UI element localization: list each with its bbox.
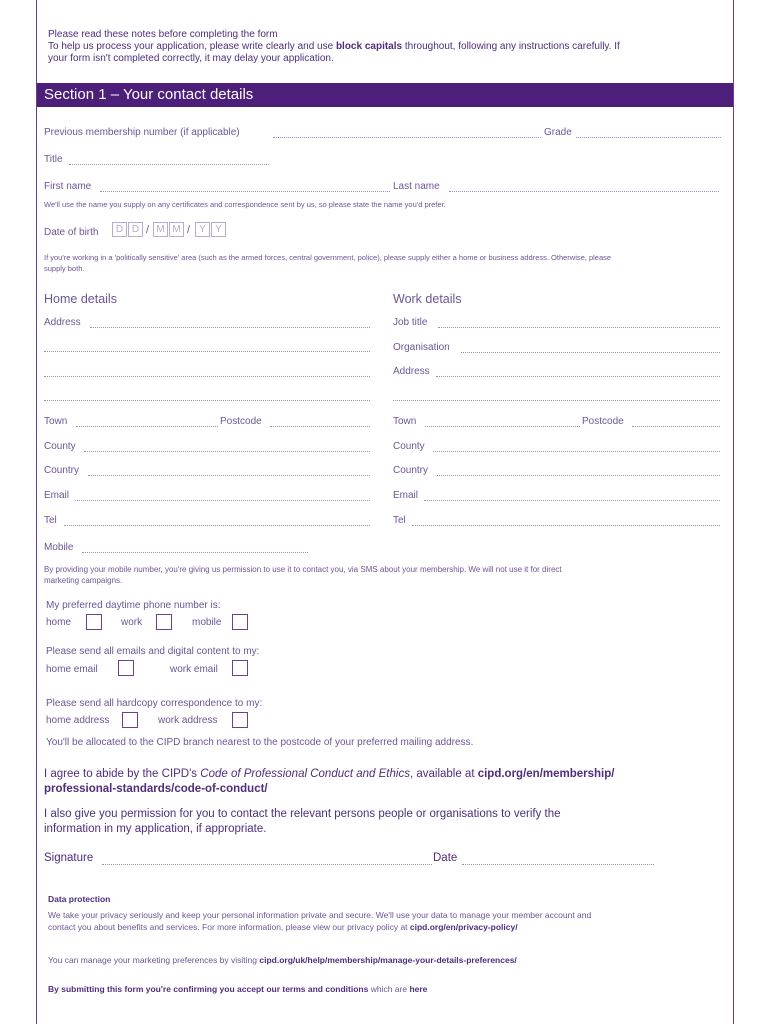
signature-label: Signature bbox=[44, 852, 94, 864]
home-country-label: Country bbox=[44, 465, 80, 476]
phone-pref-mobile-label: mobile bbox=[192, 617, 222, 628]
home-postcode-field[interactable] bbox=[270, 426, 370, 427]
hardcopy-pref-work-label: work address bbox=[158, 715, 218, 726]
first-name-field[interactable] bbox=[100, 191, 390, 192]
dob-year-2[interactable]: Y bbox=[211, 222, 226, 237]
dob-separator: / bbox=[146, 224, 150, 236]
work-county-label: County bbox=[393, 441, 425, 452]
home-tel-field[interactable] bbox=[64, 525, 370, 526]
hardcopy-pref-work-checkbox[interactable] bbox=[232, 712, 248, 728]
date-field[interactable] bbox=[462, 864, 654, 865]
grade-field[interactable] bbox=[576, 137, 721, 138]
data-protection-line2: contact you about benefits and services. For more information, please view our privacy policy at cipd.org/en/privacy-policy/ bbox=[48, 922, 518, 932]
terms-link[interactable]: here bbox=[409, 984, 428, 994]
signature-field[interactable] bbox=[102, 864, 432, 865]
work-town-field[interactable] bbox=[425, 426, 580, 427]
work-postcode-field[interactable] bbox=[632, 426, 720, 427]
home-email-label: Email bbox=[44, 490, 70, 501]
phone-pref-question: My preferred daytime phone number is: bbox=[46, 600, 221, 611]
work-postcode-label: Postcode bbox=[582, 416, 624, 427]
home-address-line2[interactable] bbox=[44, 351, 370, 352]
page-frame bbox=[36, 0, 734, 1024]
work-country-label: Country bbox=[393, 465, 429, 476]
title-label: Title bbox=[44, 154, 63, 165]
work-country-field[interactable] bbox=[437, 475, 720, 476]
privacy-policy-link[interactable]: cipd.org/en/privacy-policy/ bbox=[409, 922, 518, 932]
home-address-line4[interactable] bbox=[44, 400, 370, 401]
mobile-note-line1: By providing your mobile number, you're giving us permission to use it to contact you, via SMS about your membership. We will not use it for direct bbox=[44, 565, 562, 574]
work-address-label: Address bbox=[393, 366, 430, 377]
agreement-line2 bbox=[44, 783, 268, 795]
home-postcode-label: Postcode bbox=[220, 416, 262, 427]
membership-number-label: Previous membership number (if applicable) bbox=[44, 127, 240, 138]
permission-line2: information in my application, if appropriate. bbox=[44, 823, 267, 835]
grade-label: Grade bbox=[544, 127, 572, 138]
work-email-field[interactable] bbox=[424, 500, 720, 501]
work-county-field[interactable] bbox=[433, 451, 720, 452]
home-address-label: Address bbox=[44, 317, 81, 328]
dob-month-2[interactable]: M bbox=[169, 222, 184, 237]
work-details-heading: Work details bbox=[393, 292, 462, 306]
block-capitals: block capitals bbox=[335, 41, 403, 52]
home-town-label: Town bbox=[44, 416, 68, 427]
home-town-field[interactable] bbox=[76, 426, 218, 427]
hardcopy-pref-home-checkbox[interactable] bbox=[122, 712, 138, 728]
permission-line1: I also give you permission for you to contact the relevant persons people or organisations to verify the bbox=[44, 808, 561, 820]
marketing-prefs-line: You can manage your marketing preferences by visiting cipd.org/uk/help/membership/manage-your-details-preferences/ bbox=[48, 955, 517, 965]
mobile-label: Mobile bbox=[44, 542, 74, 553]
branch-note: You'll be allocated to the CIPD branch nearest to the postcode of your preferred mailing address. bbox=[46, 737, 474, 748]
dob-month-1[interactable]: M bbox=[153, 222, 168, 237]
home-county-field[interactable] bbox=[84, 451, 370, 452]
work-address-line2[interactable] bbox=[393, 400, 720, 401]
hardcopy-pref-question: Please send all hardcopy correspondence to my: bbox=[46, 698, 263, 709]
date-label: Date bbox=[433, 852, 458, 864]
phone-pref-home-checkbox[interactable] bbox=[86, 614, 102, 630]
code-of-conduct-link[interactable]: cipd.org/en/membership/ bbox=[477, 768, 615, 780]
sensitive-note-line1: If you're working in a 'politically sensitive' area (such as the armed forces, central government, police), please supply either a home or business address. Otherwise, please bbox=[44, 253, 612, 262]
title-field[interactable] bbox=[69, 164, 269, 165]
membership-number-field[interactable] bbox=[273, 137, 541, 138]
dob-day-1[interactable]: D bbox=[112, 222, 127, 237]
dob-separator: / bbox=[187, 224, 191, 236]
name-note: We'll use the name you supply on any certificates and correspondence sent by us, so please state the name you'd prefer. bbox=[44, 200, 446, 209]
data-protection-heading: Data protection bbox=[48, 894, 111, 904]
phone-pref-home-label: home bbox=[46, 617, 72, 628]
work-email-label: Email bbox=[393, 490, 419, 501]
dob-year-1[interactable]: Y bbox=[195, 222, 210, 237]
home-address-line1[interactable] bbox=[90, 327, 370, 328]
home-tel-label: Tel bbox=[44, 515, 57, 526]
mobile-field[interactable] bbox=[82, 552, 308, 553]
dob-day-2[interactable]: D bbox=[128, 222, 143, 237]
notes-line3: your form isn't completed correctly, it may delay your application. bbox=[48, 53, 334, 64]
notes-line2: To help us process your application, please write clearly and use block capitals throughout, following any instructions carefully. If bbox=[48, 41, 620, 52]
work-town-label: Town bbox=[393, 416, 417, 427]
work-job-title-label: Job title bbox=[393, 317, 428, 328]
home-address-line3[interactable] bbox=[44, 376, 370, 377]
email-pref-home-checkbox[interactable] bbox=[118, 660, 134, 676]
home-details-heading: Home details bbox=[44, 292, 117, 306]
work-tel-label: Tel bbox=[393, 515, 406, 526]
last-name-field[interactable] bbox=[449, 191, 719, 192]
first-name-label: First name bbox=[44, 181, 92, 192]
home-county-label: County bbox=[44, 441, 76, 452]
email-pref-work-checkbox[interactable] bbox=[232, 660, 248, 676]
marketing-prefs-link[interactable]: cipd.org/uk/help/membership/manage-your-details-preferences/ bbox=[259, 955, 517, 965]
notes bbox=[48, 29, 620, 65]
home-email-field[interactable] bbox=[75, 500, 370, 501]
terms-line: By submitting this form you're confirming you accept our terms and conditions which are here bbox=[48, 984, 428, 994]
sensitive-note-line2: supply both. bbox=[44, 264, 85, 273]
code-of-conduct-link-cont[interactable]: professional-standards/code-of-conduct/ bbox=[44, 783, 268, 795]
email-pref-home-label: home email bbox=[46, 664, 98, 675]
agreement-line1: I agree to abide by the CIPD's Code of Professional Conduct and Ethics, available at cipd.org/en/membership/ bbox=[44, 768, 615, 780]
email-pref-work-label: work email bbox=[170, 664, 218, 675]
last-name-label: Last name bbox=[393, 181, 440, 192]
work-organisation-label: Organisation bbox=[393, 342, 450, 353]
data-protection-line1: We take your privacy seriously and keep your personal information private and secure. We'll use your data to manage your member account and bbox=[48, 910, 592, 920]
dob-label: Date of birth bbox=[44, 227, 99, 238]
work-organisation-field[interactable] bbox=[461, 352, 720, 353]
phone-pref-work-label: work bbox=[121, 617, 143, 628]
work-tel-field[interactable] bbox=[412, 525, 720, 526]
home-country-field[interactable] bbox=[88, 475, 370, 476]
mobile-note-line2: marketing campaigns. bbox=[44, 576, 123, 585]
hardcopy-pref-home-label: home address bbox=[46, 715, 110, 726]
work-job-title-field[interactable] bbox=[438, 327, 720, 328]
work-address-line1[interactable] bbox=[436, 376, 720, 377]
phone-pref-work-checkbox[interactable] bbox=[156, 614, 172, 630]
section-header: Section 1 – Your contact details bbox=[37, 83, 733, 107]
code-of-conduct-title: Code of Professional Conduct and Ethics bbox=[200, 768, 410, 780]
email-pref-question: Please send all emails and digital content to my: bbox=[46, 646, 260, 657]
phone-pref-mobile-checkbox[interactable] bbox=[232, 614, 248, 630]
notes-heading: Please read these notes before completing the form bbox=[48, 29, 278, 40]
